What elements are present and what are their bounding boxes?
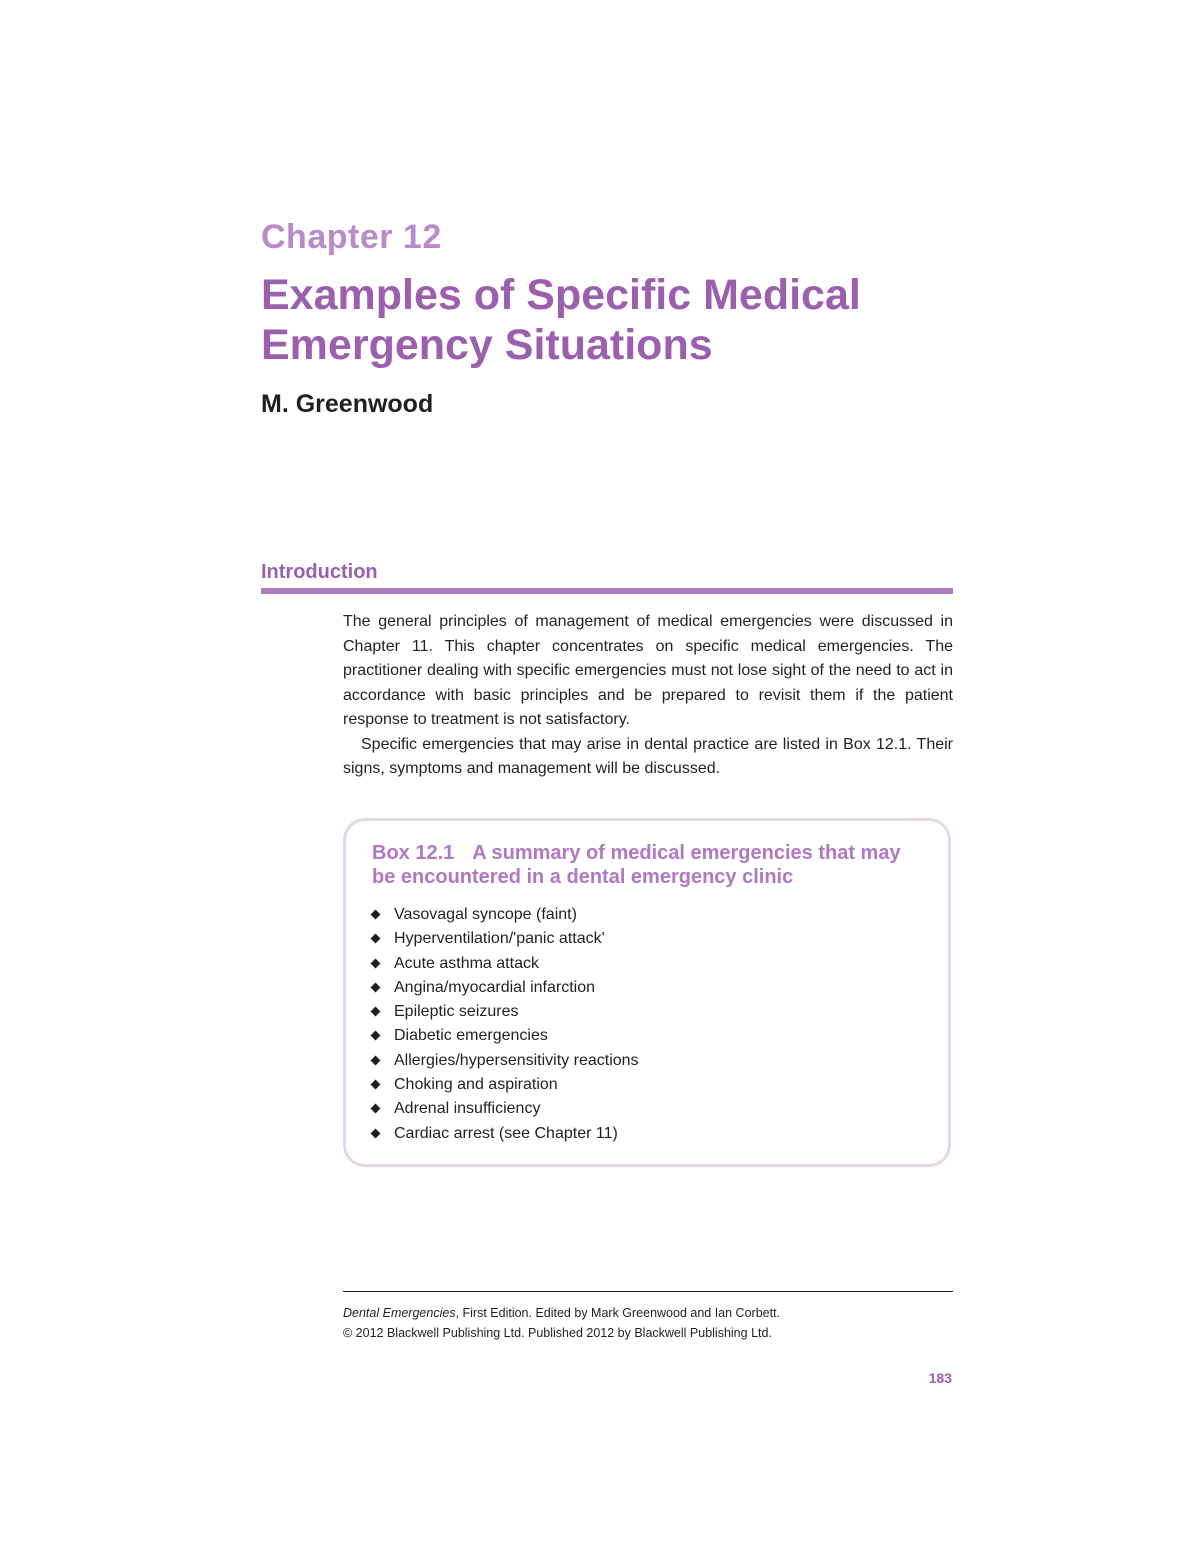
introduction-body	[343, 610, 953, 782]
list-item-text: Angina/myocardial infarction	[394, 978, 595, 996]
chapter-title	[261, 270, 961, 370]
footnote	[343, 1303, 953, 1343]
list-item-text: Allergies/hypersensitivity reactions	[394, 1051, 639, 1069]
list-item-text: Vasovagal syncope (faint)	[394, 906, 577, 923]
list-item	[370, 976, 639, 1000]
diamond-bullet-icon	[371, 1080, 381, 1090]
diamond-bullet-icon	[371, 958, 381, 968]
diamond-bullet-icon	[371, 982, 381, 992]
footnote-book-title: Dental Emergencies	[343, 1306, 456, 1320]
diamond-bullet-icon	[371, 934, 381, 944]
box-number: Box 12.1	[372, 842, 455, 864]
diamond-bullet-icon	[371, 1055, 381, 1065]
list-item-text: Epileptic seizures	[394, 1003, 519, 1021]
list-item-text: Cardiac arrest (see Chapter 11)	[394, 1124, 618, 1142]
list-item	[370, 1073, 639, 1097]
list-item	[370, 1024, 639, 1048]
chapter-title-line-1: Examples of Specific Medical	[261, 271, 861, 319]
section-rule	[261, 588, 953, 594]
section-heading-introduction: Introduction	[261, 561, 378, 583]
diamond-bullet-icon	[371, 910, 381, 920]
diamond-bullet-icon	[371, 1007, 381, 1017]
author-name: M. Greenwood	[261, 390, 434, 418]
list-item-text: Diabetic emergencies	[394, 1027, 548, 1045]
list-item	[370, 903, 639, 927]
box-list	[370, 903, 639, 1146]
list-item-text: Choking and aspiration	[394, 1076, 558, 1094]
list-item-text: Hyperventilation/'panic attack'	[394, 930, 605, 948]
list-item	[370, 1000, 639, 1024]
list-item	[370, 927, 639, 951]
footnote-line-1	[343, 1303, 953, 1323]
box-12-1	[343, 818, 951, 1167]
introduction-paragraph-2: Specific emergencies that may arise in dental practice are listed in Box 12.1. Their signs, symptoms and management will be discussed.	[343, 735, 953, 777]
introduction-paragraph-1: The general principles of management of medical emergencies were discussed in Chapter 11. This chapter concentrates on specific medical emergencies. The practitioner dealing with specific emergencies must not lose sight of the need to act in accordance with basic principles and be prepared to revisit them if the patient response to treatment is not satisfactory.	[343, 613, 953, 728]
list-item	[370, 1097, 639, 1121]
list-item-text: Adrenal insufficiency	[394, 1100, 541, 1118]
list-item	[370, 1122, 639, 1146]
footnote-rule	[343, 1291, 953, 1292]
diamond-bullet-icon	[371, 1104, 381, 1114]
chapter-title-line-2: Emergency Situations	[261, 321, 713, 369]
list-item	[370, 1049, 639, 1073]
list-item-text: Acute asthma attack	[394, 954, 539, 972]
list-item	[370, 952, 639, 976]
footnote-edition: , First Edition. Edited by Mark Greenwood and Ian Corbett.	[455, 1306, 781, 1320]
footnote-line-2: © 2012 Blackwell Publishing Ltd. Published 2012 by Blackwell Publishing Ltd.	[343, 1326, 772, 1340]
diamond-bullet-icon	[371, 1031, 381, 1041]
chapter-label: Chapter 12	[261, 218, 442, 256]
diamond-bullet-icon	[371, 1128, 381, 1138]
page-number: 183	[928, 1370, 952, 1386]
box-title-text: A summary of medical emergencies that may be encountered in a dental emergency clinic	[372, 842, 901, 888]
box-title	[372, 841, 922, 889]
